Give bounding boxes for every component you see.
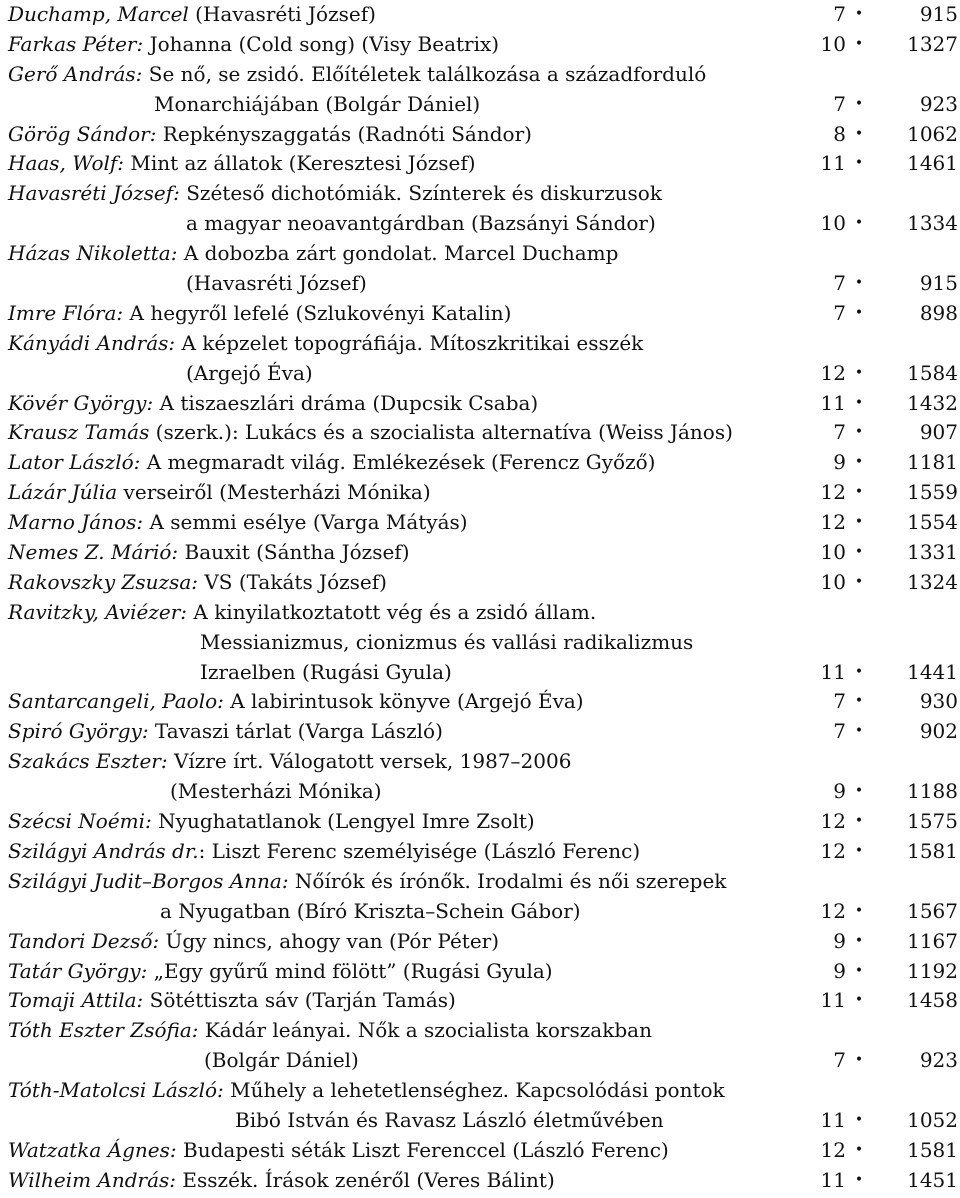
issue-number: 10 — [820, 211, 846, 236]
entry-title: A tiszaeszlári dráma (Dupcsik Csaba) — [153, 390, 539, 415]
index-entry-continuation — [0, 1106, 960, 1136]
entry-title: Johanna (Cold song) (Visy Beatrix) — [143, 31, 500, 56]
bullet-separator: • — [854, 35, 864, 52]
index-entry — [0, 329, 960, 359]
bullet-separator: • — [854, 962, 864, 979]
bullet-separator: • — [854, 95, 864, 112]
entry-text — [200, 628, 693, 658]
entry-title: Széteső dichotómiák. Színterek és diskurzusok — [179, 181, 662, 206]
entry-text — [8, 329, 643, 359]
bullet-separator: • — [854, 573, 864, 590]
entry-author: Marno János: — [8, 510, 144, 535]
issue-number: 7 — [833, 91, 846, 116]
entry-text — [235, 1106, 664, 1136]
issue-number: 9 — [833, 958, 846, 983]
bullet-separator: • — [854, 902, 864, 919]
entry-title: A kinyilatkoztatott vég és a zsidó állam. — [187, 599, 597, 624]
entry-text — [8, 30, 499, 60]
index-entry-continuation — [0, 269, 960, 299]
index-entry — [0, 60, 960, 90]
entry-title: Izraelben (Rugási Gyula) — [200, 659, 452, 684]
page-number: 930 — [919, 689, 958, 714]
index-entry-continuation — [0, 90, 960, 120]
issue-number: 8 — [833, 121, 846, 146]
entry-text — [8, 508, 468, 538]
entry-title: Úgy nincs, ahogy van (Pór Péter) — [159, 928, 500, 953]
page-number: 1458 — [907, 988, 958, 1013]
entry-author: Házas Nikoletta: — [8, 241, 178, 266]
page-number: 1167 — [907, 928, 958, 953]
page-number: 1327 — [907, 31, 958, 56]
bullet-separator: • — [854, 514, 864, 531]
entry-text — [8, 478, 431, 508]
entry-text — [8, 837, 640, 867]
issue-number: 9 — [833, 928, 846, 953]
entry-title: A hegyről lefelé (Szlukovényi Katalin) — [123, 300, 512, 325]
page-number: 1461 — [907, 151, 958, 176]
issue-number: 7 — [833, 1048, 846, 1073]
entry-title: (Havasréti József) — [188, 2, 376, 26]
bullet-separator: • — [854, 484, 864, 501]
index-entry — [0, 1016, 960, 1046]
page-number: 1584 — [907, 360, 958, 385]
bullet-separator: • — [854, 693, 864, 710]
index-entry-continuation — [0, 1046, 960, 1076]
entry-text — [8, 1166, 555, 1196]
entry-author: Kányádi András: — [8, 330, 176, 355]
entry-text — [204, 1046, 359, 1076]
bullet-separator: • — [854, 275, 864, 292]
bullet-separator: • — [854, 125, 864, 142]
entry-text — [8, 120, 532, 150]
index-entry-continuation — [0, 359, 960, 389]
entry-title: „Egy gyűrű mind fölött” (Rugási Gyula) — [147, 958, 553, 983]
entry-title: a Nyugatban (Bíró Kriszta–Schein Gábor) — [160, 898, 581, 923]
entry-title: A semmi esélye (Varga Mátyás) — [143, 510, 468, 535]
index-entry — [0, 927, 960, 957]
entry-title: (Havasréti József) — [186, 271, 367, 296]
bullet-separator: • — [854, 842, 864, 859]
bullet-separator: • — [854, 454, 864, 471]
page-number: 1581 — [907, 1137, 958, 1162]
page-number: 1554 — [907, 510, 958, 535]
entry-title: Se nő, se zsidó. Előítéletek találkozása a századforduló — [142, 61, 707, 86]
page-number: 1441 — [907, 659, 958, 684]
page-number: 1324 — [907, 569, 958, 594]
entry-title: A dobozba zárt gondolat. Marcel Duchamp — [177, 241, 619, 266]
index-entry — [0, 0, 960, 30]
page-number: 1575 — [907, 809, 958, 834]
page-number: 898 — [919, 300, 958, 325]
page-number: 923 — [919, 1048, 958, 1073]
entry-title: (szerk.): Lukács és a szocialista alternatíva (Weiss János) — [149, 420, 733, 445]
entry-title: Bauxit (Sántha József) — [178, 540, 410, 565]
entry-author: Rakovszky Zsuzsa: — [8, 569, 198, 594]
bullet-separator: • — [854, 813, 864, 830]
entry-text — [8, 807, 535, 837]
entry-author: Nemes Z. Márió: — [8, 540, 179, 565]
index-entry-continuation — [0, 777, 960, 807]
bullet-separator: • — [854, 6, 864, 22]
index-entry — [0, 120, 960, 150]
entry-title: Tavaszi tárlat (Varga László) — [148, 719, 443, 744]
entry-title: Repkényszaggatás (Radnóti Sándor) — [156, 121, 532, 146]
bullet-separator: • — [854, 1111, 864, 1128]
entry-author: Lázár Júlia — [8, 480, 118, 505]
entry-title: (Bolgár Dániel) — [204, 1048, 359, 1073]
entry-text — [8, 957, 553, 987]
index-entry — [0, 747, 960, 777]
index-entry — [0, 807, 960, 837]
entry-author: Watzatka Ágnes: — [8, 1137, 177, 1162]
bullet-separator: • — [854, 1052, 864, 1069]
index-entry — [0, 568, 960, 598]
issue-number: 7 — [833, 300, 846, 325]
entry-text — [8, 568, 387, 598]
entry-title: Nyughatatlanok (Lengyel Imre Zsolt) — [151, 809, 535, 834]
entry-author: Gerő András: — [8, 61, 143, 86]
entry-title: Vízre írt. Válogatott versek, 1987–2006 — [167, 749, 572, 774]
entry-text — [8, 717, 443, 747]
entry-text — [8, 299, 511, 329]
bullet-separator: • — [854, 663, 864, 680]
entry-text — [186, 359, 313, 389]
index-entry — [0, 1136, 960, 1166]
issue-number: 10 — [820, 569, 846, 594]
index-entry — [0, 508, 960, 538]
entry-author: Santarcangeli, Paolo: — [8, 689, 224, 714]
page-number: 915 — [919, 2, 958, 26]
issue-number: 7 — [833, 271, 846, 296]
entry-author: Szilágyi Judit–Borgos Anna: — [8, 868, 289, 893]
entry-title: Műhely a lehetetlenséghez. Kapcsolódási pontok — [223, 1078, 725, 1103]
index-entry — [0, 30, 960, 60]
entry-text — [186, 269, 367, 299]
index-entry — [0, 867, 960, 897]
issue-number: 12 — [820, 480, 846, 505]
index-entry — [0, 239, 960, 269]
page-number: 1052 — [907, 1107, 958, 1132]
index-entry — [0, 1076, 960, 1106]
index-entry — [0, 598, 960, 628]
entry-text — [186, 209, 656, 239]
issue-number: 9 — [833, 779, 846, 804]
issue-number: 11 — [820, 390, 846, 415]
index-entry — [0, 1166, 960, 1196]
entry-title: Bibó István és Ravasz László életművében — [235, 1107, 664, 1132]
entry-title: Nőírók és írónők. Irodalmi és női szerepek — [288, 868, 727, 893]
entry-text — [8, 986, 456, 1016]
entry-title: VS (Takáts József) — [197, 569, 387, 594]
entry-author: Haas, Wolf: — [8, 151, 125, 176]
entry-author: Szilágyi András dr. — [8, 838, 199, 863]
index-entry-continuation — [0, 628, 960, 658]
entry-title: Budapesti séták Liszt Ferenccel (László Ferenc) — [176, 1137, 669, 1162]
bullet-separator: • — [854, 364, 864, 381]
issue-number: 11 — [820, 659, 846, 684]
index-entry-continuation — [0, 897, 960, 927]
index-entry — [0, 448, 960, 478]
issue-number: 11 — [820, 151, 846, 176]
entry-text — [8, 0, 376, 30]
bullet-separator: • — [854, 992, 864, 1009]
entry-title: Esszék. Írások zenéről (Veres Bálint) — [176, 1167, 555, 1192]
index-entry — [0, 717, 960, 747]
page-number: 1062 — [907, 121, 958, 146]
entry-title: (Mesterházi Mónika) — [170, 779, 382, 804]
entry-text — [200, 658, 452, 688]
entry-author: Szakács Eszter: — [8, 749, 168, 774]
entry-title: A megmaradt világ. Emlékezések (Ferencz Győző) — [140, 450, 656, 475]
entry-author: Havasréti József: — [8, 181, 180, 206]
entry-author: Szécsi Noémi: — [8, 809, 152, 834]
issue-number: 11 — [820, 1107, 846, 1132]
entry-text — [8, 60, 706, 90]
issue-number: 7 — [833, 689, 846, 714]
entry-text — [8, 149, 476, 179]
page-number: 1192 — [907, 958, 958, 983]
entry-author: Farkas Péter: — [8, 31, 144, 56]
issue-number: 12 — [820, 838, 846, 863]
bullet-separator: • — [854, 783, 864, 800]
bullet-separator: • — [854, 394, 864, 411]
bullet-separator: • — [854, 304, 864, 321]
entry-text — [8, 1136, 669, 1166]
page-number: 1559 — [907, 480, 958, 505]
bullet-separator: • — [854, 1141, 864, 1158]
page-number: 915 — [919, 271, 958, 296]
bullet-separator: • — [854, 723, 864, 740]
entry-text — [8, 538, 410, 568]
issue-number: 12 — [820, 898, 846, 923]
entry-text — [8, 1076, 725, 1106]
entry-text — [8, 747, 571, 777]
entry-author: Tomaji Attila: — [8, 988, 144, 1013]
entry-text — [8, 179, 662, 209]
entry-text — [170, 777, 382, 807]
entry-author: Duchamp, Marcel — [8, 2, 189, 26]
page-number: 1581 — [907, 838, 958, 863]
entry-title: Messianizmus, cionizmus és vallási radikalizmus — [200, 629, 694, 654]
bullet-separator: • — [854, 932, 864, 949]
entry-author: Krausz Tamás — [8, 420, 150, 445]
issue-number: 10 — [820, 31, 846, 56]
issue-number: 7 — [833, 2, 846, 26]
entry-author: Wilheim András: — [8, 1167, 177, 1192]
page-number: 902 — [919, 719, 958, 744]
entry-text — [8, 687, 584, 717]
issue-number: 11 — [820, 988, 846, 1013]
entry-author: Tóth-Matolcsi László: — [8, 1078, 224, 1103]
page-number: 1567 — [907, 898, 958, 923]
entry-title: Kádár leányai. Nők a szocialista korszakban — [198, 1018, 652, 1043]
bullet-separator: • — [854, 215, 864, 232]
entry-author: Tóth Eszter Zsófia: — [8, 1018, 199, 1043]
entry-title: Mint az állatok (Keresztesi József) — [124, 151, 476, 176]
entry-author: Kövér György: — [8, 390, 154, 415]
index-entry — [0, 538, 960, 568]
entry-author: Imre Flóra: — [8, 300, 124, 325]
issue-number: 12 — [820, 510, 846, 535]
index-entry — [0, 986, 960, 1016]
index-entry — [0, 179, 960, 209]
bullet-separator: • — [854, 544, 864, 561]
index-entry — [0, 389, 960, 419]
entry-author: Lator László: — [8, 450, 141, 475]
page-number: 907 — [919, 420, 958, 445]
index-entry-continuation — [0, 658, 960, 688]
page-number: 1188 — [907, 779, 958, 804]
index-entry — [0, 687, 960, 717]
entry-author: Spiró György: — [8, 719, 149, 744]
entry-title: verseiről (Mesterházi Mónika) — [117, 480, 431, 505]
entry-title: A labirintusok könyve (Argejó Éva) — [223, 689, 584, 714]
page-number: 1181 — [907, 450, 958, 475]
entry-text — [8, 1016, 652, 1046]
entry-title: Sötéttiszta sáv (Tarján Tamás) — [143, 988, 456, 1013]
page-number: 1451 — [907, 1167, 958, 1192]
issue-number: 12 — [820, 1137, 846, 1162]
issue-number: 7 — [833, 420, 846, 445]
index-entry — [0, 299, 960, 329]
page-number: 923 — [919, 91, 958, 116]
entry-title: a magyar neoavantgárdban (Bazsányi Sándor) — [186, 211, 656, 236]
issue-number: 11 — [820, 1167, 846, 1192]
entry-text — [8, 598, 596, 628]
entry-author: Görög Sándor: — [8, 121, 157, 146]
entry-text — [154, 90, 480, 120]
entry-text — [8, 418, 733, 448]
issue-number: 12 — [820, 809, 846, 834]
index-entry — [0, 478, 960, 508]
entry-text — [8, 239, 618, 269]
page-number: 1432 — [907, 390, 958, 415]
issue-number: 7 — [833, 719, 846, 744]
entry-title: : Liszt Ferenc személyisége (László Ferenc) — [198, 838, 641, 863]
issue-number: 10 — [820, 540, 846, 565]
index-entry — [0, 837, 960, 867]
index-entry — [0, 957, 960, 987]
issue-number: 9 — [833, 450, 846, 475]
entry-author: Tandori Dezső: — [8, 928, 160, 953]
entry-text — [8, 927, 499, 957]
issue-number: 12 — [820, 360, 846, 385]
entry-text — [8, 389, 538, 419]
page-number: 1331 — [907, 540, 958, 565]
index-entry-continuation — [0, 209, 960, 239]
entry-title: Monarchiájában (Bolgár Dániel) — [154, 91, 481, 116]
bullet-separator: • — [854, 1171, 864, 1188]
entry-text — [8, 448, 655, 478]
entry-author: Tatár György: — [8, 958, 148, 983]
entry-title: A képzelet topográfiája. Mítoszkritikai esszék — [175, 330, 644, 355]
entry-title: (Argejó Éva) — [186, 360, 313, 385]
entry-author: Ravitzky, Aviézer: — [8, 599, 188, 624]
index-entry — [0, 149, 960, 179]
bullet-separator: • — [854, 155, 864, 172]
entry-text — [8, 867, 726, 897]
entry-text — [160, 897, 581, 927]
index-entry — [0, 418, 960, 448]
bullet-separator: • — [854, 424, 864, 441]
page-number: 1334 — [907, 211, 958, 236]
